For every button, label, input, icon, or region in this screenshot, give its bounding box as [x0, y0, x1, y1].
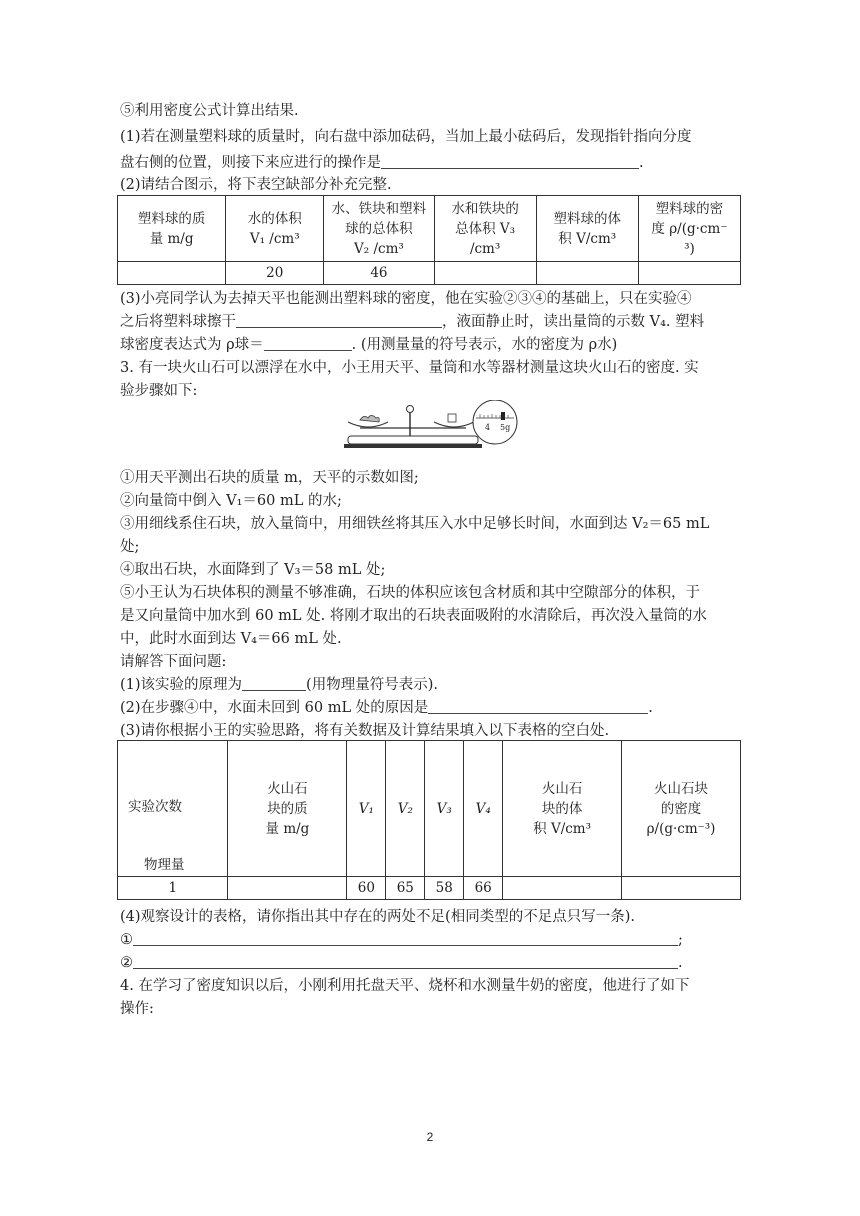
weight-icon — [448, 414, 456, 422]
question-1-line: (1)该实验的原理为 (用物理量符号表示). — [120, 677, 438, 693]
svg-text:4: 4 — [485, 423, 491, 432]
header-v1: 水的体积 V₁ /cm³ — [226, 196, 324, 262]
balance-scale-figure — [340, 400, 520, 450]
question-2-text: (2)请结合图示，将下表空缺部分补充完整. — [120, 177, 392, 193]
cell-rock-density[interactable] — [622, 877, 741, 900]
cell-v1: 60 — [347, 877, 386, 900]
step-4-text: ④取出石块，水面降到了 V₃＝58 mL 处; — [120, 562, 386, 578]
problem-3-text: 3. 有一块火山石可以漂浮在水中，小王用天平、量筒和水等器材测量这块火山石的密度. 实 — [120, 360, 699, 376]
header-v3: V₃ — [425, 741, 464, 877]
cell-rock-mass[interactable] — [228, 877, 347, 900]
answer-blank[interactable] — [133, 954, 678, 969]
cell-rock-volume[interactable] — [503, 877, 622, 900]
question-3-line: (3)请你根据小王的实验思路，将有关数据及计算结果填入以下表格的空白处. — [120, 723, 610, 739]
header-rock-density: 火山石块 的密度 ρ/(g·cm⁻³) — [622, 741, 741, 877]
plastic-ball-table — [117, 195, 741, 285]
deficiency-2-line: ② . — [120, 955, 683, 971]
question-1-part: 盘右侧的位置，则接下来应进行的操作是 — [120, 155, 381, 171]
answer-blank[interactable] — [428, 699, 648, 714]
cell-v3[interactable] — [434, 262, 536, 285]
step-5-text: ⑤小王认为石块体积的测量不够准确，石块的体积应该包含材质和其中空隙部分的体积，于 — [120, 585, 700, 601]
cell-v2: 46 — [324, 262, 434, 285]
questions-intro: 请解答下面问题: — [120, 654, 227, 670]
problem-4-text: 4. 在学习了密度知识以后，小刚利用托盘天平、烧杯和水测量牛奶的密度，他进行了如下 — [120, 978, 690, 994]
step-5-text: ⑤利用密度公式计算出结果. — [120, 103, 299, 119]
cell-v2: 65 — [386, 877, 425, 900]
header-v3: 水和铁块的 总体积 V₃ /cm³ — [434, 196, 536, 262]
step-5-continued-2: 中，此时水面到达 V₄＝66 mL 处. — [120, 631, 342, 647]
cell-volume[interactable] — [536, 262, 638, 285]
volcanic-rock-table — [117, 740, 741, 900]
answer-blank[interactable] — [242, 676, 306, 691]
cell-density[interactable] — [638, 262, 740, 285]
cell-trial: 1 — [118, 877, 228, 900]
cell-v3: 58 — [425, 877, 464, 900]
period: . — [639, 155, 644, 171]
question-2-line: (2)在步骤④中，水面未回到 60 mL 处的原因是 . — [120, 700, 653, 716]
corner-header: 实验次数 物理量 — [118, 741, 228, 877]
cell-mass[interactable] — [118, 262, 226, 285]
header-v1: V₁ — [347, 741, 386, 877]
header-mass: 塑料球的质 量 m/g — [118, 196, 226, 262]
rock-icon — [360, 416, 379, 423]
header-rock-volume: 火山石 块的体 积 V/cm³ — [503, 741, 622, 877]
question-3-text: (3)小亮同学认为去掉天平也能测出塑料球的密度，他在实验②③④的基础上，只在实验④ — [120, 291, 692, 307]
answer-blank[interactable] — [381, 154, 639, 169]
header-v2: V₂ — [386, 741, 425, 877]
question-1-text: (1)若在测量塑料球的质量时，向右盘中添加砝码，当加上最小砝码后，发现指针指向分度 — [120, 129, 692, 145]
header-v2: 水、铁块和塑料 球的总体积 V₂ /cm³ — [324, 196, 434, 262]
step-2-text: ②向量筒中倒入 V₁＝60 mL 的水; — [120, 493, 342, 509]
cell-v4: 66 — [464, 877, 503, 900]
step-5-continued: 是又向量筒中加水到 60 mL 处. 将刚才取出的石块表面吸附的水清除后，再次没入量筒的水 — [120, 608, 707, 624]
header-rock-mass: 火山石 块的质 量 m/g — [228, 741, 347, 877]
problem-3-steps-intro: 验步骤如下: — [120, 383, 198, 399]
header-volume: 塑料球的体 积 V/cm³ — [536, 196, 638, 262]
density-expression-line: 球密度表达式为 ρ球＝ . (用测量量的符号表示，水的密度为 ρ水) — [120, 337, 618, 353]
cell-v1: 20 — [226, 262, 324, 285]
step-1-text: ①用天平测出石块的质量 m，天平的示数如图; — [120, 470, 419, 486]
question-1-continued — [120, 152, 644, 174]
header-v4: V₄ — [464, 741, 503, 877]
answer-blank[interactable] — [264, 336, 352, 351]
answer-blank[interactable] — [133, 931, 678, 946]
problem-4-continued: 操作: — [120, 1001, 154, 1017]
answer-blank[interactable] — [236, 313, 442, 328]
step-3-continued: 处; — [120, 539, 140, 555]
deficiency-1-line: ① ; — [120, 932, 683, 948]
page-number: 2 — [426, 1130, 434, 1144]
question-4-text: (4)观察设计的表格，请你指出其中存在的两处不足(相同类型的不足点只写一条). — [120, 909, 635, 925]
step-3-text: ③用细线系住石块，放入量筒中，用细铁丝将其压入水中足够长时间，水面到达 V₂＝65 mL — [120, 516, 710, 532]
question-3-continued: 之后将塑料球擦干 ，液面静止时，读出量筒的示数 V₄. 塑料 — [120, 314, 705, 330]
header-density: 塑料球的密 度 ρ/(g·cm⁻ ³) — [638, 196, 740, 262]
svg-text:5g: 5g — [500, 423, 511, 432]
